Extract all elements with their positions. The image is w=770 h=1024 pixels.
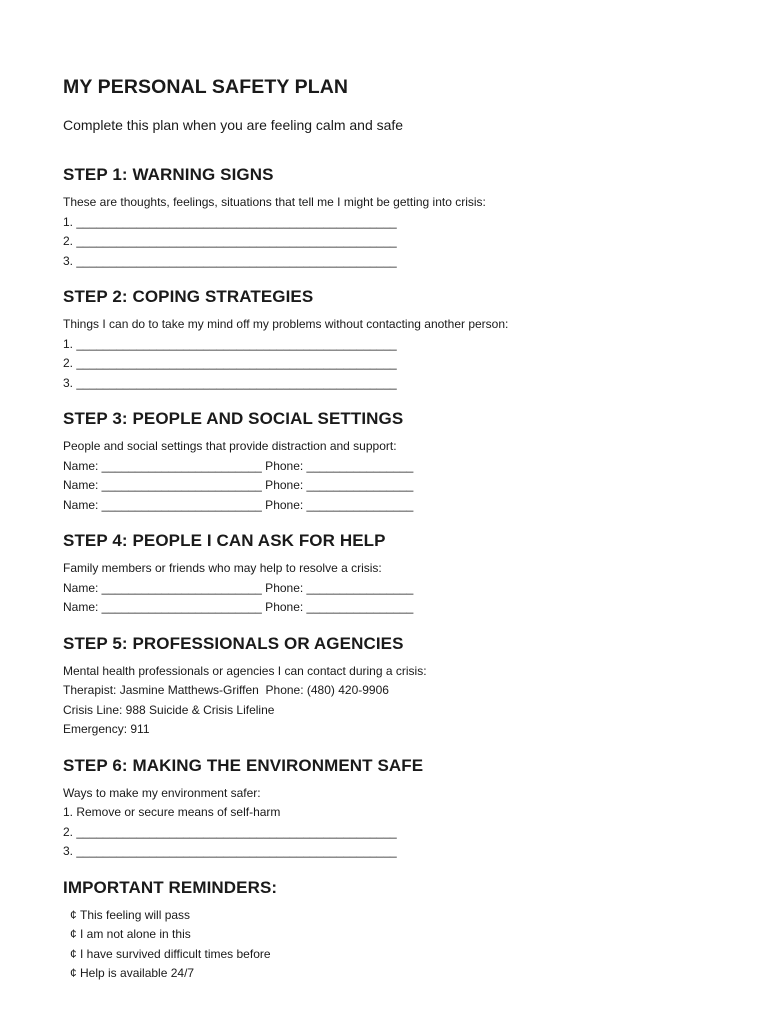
- step-2-heading: STEP 2: COPING STRATEGIES: [63, 287, 314, 306]
- step-6-line-1: 1. Remove or secure means of self-harm: [63, 805, 281, 819]
- reminder-item: [63, 964, 743, 984]
- reminder-text: I have survived difficult times before: [80, 946, 271, 961]
- step-2-description: Things I can do to take my mind off my problems without contacting another person:: [63, 317, 509, 331]
- bullet-icon: ¢: [70, 966, 77, 980]
- step-1-description: These are thoughts, feelings, situations that tell me I might be getting into crisis:: [63, 195, 486, 209]
- step-3-description: People and social settings that provide distraction and support:: [63, 439, 397, 453]
- step-2-line-2: 2. ________________________________________________: [63, 356, 397, 370]
- step-6-line-2: 2. ________________________________________________: [63, 824, 397, 839]
- step-3-section: [63, 407, 743, 515]
- step-6-heading: STEP 6: MAKING THE ENVIRONMENT SAFE: [63, 755, 424, 775]
- step-1-heading: STEP 1: WARNING SIGNS: [63, 165, 274, 184]
- step-3-contact-line-1: Name: ________________________ Phone: ________________: [63, 458, 414, 473]
- step-5-description: Mental health professionals or agencies I can contact during a crisis:: [63, 663, 427, 678]
- bullet-icon: ¢: [70, 927, 77, 941]
- safety-plan-document: [63, 74, 743, 984]
- step-1-section: [63, 163, 743, 271]
- step-5-therapist-line: Therapist: Jasmine Matthews-Griffen Phone: (480) 420-9906: [63, 683, 389, 697]
- step-5-crisis-line: Crisis Line: 988 Suicide & Crisis Lifeline: [63, 702, 275, 717]
- step-6-section: [63, 754, 743, 862]
- bullet-icon: ¢: [70, 907, 77, 922]
- reminder-text: Help is available 24/7: [80, 966, 195, 980]
- step-6-line-3: 3. ________________________________________________: [63, 844, 397, 858]
- step-1-line-2: 2. ________________________________________________: [63, 234, 397, 248]
- document-subtitle: Complete this plan when you are feeling calm and safe: [63, 117, 404, 133]
- step-6-description: Ways to make my environment safer:: [63, 785, 261, 800]
- reminders-heading: IMPORTANT REMINDERS:: [63, 877, 278, 897]
- step-1-line-1: 1. ________________________________________________: [63, 214, 397, 229]
- step-3-heading: STEP 3: PEOPLE AND SOCIAL SETTINGS: [63, 409, 404, 428]
- reminder-item: [63, 925, 743, 945]
- step-3-contact-line-3: Name: ________________________ Phone: ________________: [63, 497, 414, 512]
- step-1-line-3: 3. ________________________________________________: [63, 253, 397, 268]
- reminder-text: I am not alone in this: [80, 927, 191, 941]
- step-4-description: Family members or friends who may help to resolve a crisis:: [63, 561, 382, 575]
- step-2-section: [63, 285, 743, 393]
- step-5-heading: STEP 5: PROFESSIONALS OR AGENCIES: [63, 633, 404, 653]
- reminders-section: [63, 876, 743, 984]
- document-title: MY PERSONAL SAFETY PLAN: [63, 76, 349, 98]
- step-3-contact-line-2: Name: ________________________ Phone: ________________: [63, 478, 414, 492]
- step-4-contact-line-1: Name: ________________________ Phone: ________________: [63, 580, 414, 595]
- step-2-line-3: 3. ________________________________________________: [63, 375, 397, 390]
- step-5-section: [63, 632, 743, 740]
- step-4-heading: STEP 4: PEOPLE I CAN ASK FOR HELP: [63, 531, 386, 550]
- bullet-icon: ¢: [70, 946, 77, 961]
- reminder-text: This feeling will pass: [80, 907, 191, 922]
- step-4-section: [63, 529, 743, 618]
- reminder-item: [63, 945, 743, 965]
- step-4-contact-line-2: Name: ________________________ Phone: ________________: [63, 600, 414, 614]
- reminders-list: [63, 906, 743, 984]
- reminder-item: [63, 906, 743, 926]
- step-5-emergency-line: Emergency: 911: [63, 722, 150, 736]
- step-2-line-1: 1. ________________________________________________: [63, 336, 397, 351]
